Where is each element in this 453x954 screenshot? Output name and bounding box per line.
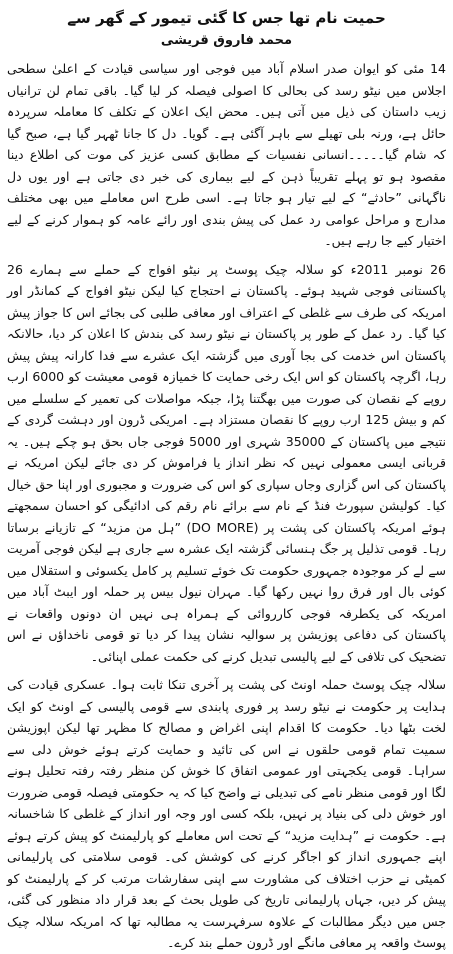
paragraph-2: 26 نومبر 2011ء کو سلالہ چیک پوسٹ پر نیٹو افواج کے حملے سے ہمارے 26 پاکستانی فوجی شہید ہوئے۔ پاکستان نے احتجاج کیا لیکن نیٹو افواج کے کمانڈر اور امریکہ کی طرف سے غلطی کے اعتراف اور معافی طلبی کی بجائے اس کا جواز پیش کیا گیا۔ رد عمل کے طور پر پاکستان نے نیٹو رسد کی بندش کا اعلان کر دیا، حالانکہ پاکستان اس خدمت کی بجا آوری میں گزشتہ ایک عشرے سے فدا کارانہ پیش پیش رہا، اگرچہ پاکستان کو اس ایک رخی حمایت کا خمیازہ قومی معیشت کو 6000 ارب روپے کے نقصان کی صورت میں بھگتنا پڑا، جبکہ مواصلات کی تعمیر کے سلسلے میں کم و بیش 125 ارب روپے کا نقصان مستزاد ہے۔ امریکی ڈرون اور دہشت گردی کے نتیجے میں پاکستان کے 35000 شہری اور 5000 فوجی جاں بحق ہو چکے ہیں۔ یہ قربانی ایسی معمولی نہیں کہ نظر انداز یا فراموش کر دی جائے لیکن امریکہ نے پاکستان کی اس گزاری وجاں سپاری کو اس کی ضرورت و مجبوری اور اپنا حق خیال کیا۔ کولیشن سپورٹ فنڈ کے نام سے برائے نام رقم کی ادائیگی کو احسان سمجھتے ہوئے امریکہ پاکستان کی پشت پر (DO MORE) ”ہل من مزید“ کے تازیانے برساتا رہا۔ قومی تذلیل پر جگ ہنسائی گزشتہ ایک عشرہ سے جاری ہے لیکن فوجی آمریت سے لے کر موجودہ جمہوری حکومت تک خوئے تسلیم پر کامل یکسوئی و استقلال میں کوئی بال اور فرق روا نہیں رکھا گیا۔ مہران نیول بیس پر حملہ اور ایبٹ آباد میں امریکہ کی یکطرفہ فوجی کارروائی کے ہمراہ ہی نہیں ان دونوں واقعات نے پاکستان کی دفاعی پوزیشن پر سوالیہ نشان پیدا کر دیا تو قومی ناخداؤں نے اس تضحیک کی تلافی کے لیے پالیسی تبدیل کرنے کی حکمت عملی اپنائی۔	[7, 261, 447, 664]
paragraph-3: سلالہ چیک پوسٹ حملہ اونٹ کی پشت پر آخری تنکا ثابت ہوا۔ عسکری قیادت کی ہدایت پر حکومت نے نیٹو رسد پر فوری پابندی سے قومی پالیسی کے اونٹ کو ایک لخت بٹھا دیا۔ حکومت کا اقدام اپنی اغراض و مصالح کا مظہر تھا لیکن اپوزیشن سمیت تمام قومی حلقوں نے اس کی تائید و حمایت کرتے ہوئے خوش دلی سے سراہا۔ قومی یکجہتی اور عمومی اتفاق کا خوش کن منظر رفتہ رفتہ تحلیل ہونے لگا اور قومی منظر نامے کی تبدیلی نے واضح کیا کہ یہ حکومتی فیصلہ قومی ضرورت اور خوش دلی کی بنیاد پر نہیں، بلکہ کسی اور وجہ اور انداز کے غلطی کا شاخسانہ ہے۔ حکومت نے ”ہدایت مزید“ کے تحت اس معاملے کو پارلیمنٹ کو پیش کرتے ہوئے اپنے جمہوری انداز کو اجاگر کرنے کی کوشش کی۔ قومی سلامتی کی پارلیمانی کمیٹی نے حزب اختلاف کی مشاورت سے اپنی سفارشات مرتب کر کے پارلیمنٹ کو پیش کر دیں، جہاں پارلیمانی تاریخ کی طویل بحث کے بعد قرار داد منظور کی گئی، جس میں دیگر مطالبات کے علاوہ سرفہرست یہ مطالبہ تھا کہ امریکہ سلالہ چیک پوسٹ واقعہ پر معافی مانگے اور ڈرون حملے بند کرے۔	[7, 677, 446, 950]
article-title: حمیت نام تھا جس کا گئی تیمور کے گھر سے	[67, 9, 386, 27]
article-author: محمد فاروق قریشی	[160, 33, 293, 48]
paragraph-1: 14 مئی کو ایوان صدر اسلام آباد میں فوجی اور سیاسی قیادت کے اعلیٰ سطحی اجلاس میں نیٹو رسد کی بحالی کا اصولی فیصلہ کر لیا گیا۔ باقی تمام لن ترانیاں زیب داستان کی ذیل میں آتی ہیں۔ محض ایک اعلان کے تکلف کا معاملہ سرپردہ حائل ہے، ورنہ بلی تھیلے سے باہر آگئی ہے۔ گویا۔ دل کا جانا ٹھہر گیا ہے، صبح گیا کہ شام گیا۔۔۔۔۔انسانی نفسیات کے مطابق کسی عزیز کی موت کی اطلاع دینا مقصود ہو تو پہلے تقریباً ذہن کے لیے بیماری کی خبر دی جاتی ہے اور یوں دل ناگہانی ”حادثے“ کے لیے تیار ہو جاتا ہے۔ اسی طرح اس معاملے میں بھی مختلف مدارج و مراحل عوامی رد عمل کی پیش بندی اور رائے عامہ کو ہموار کرنے کے لیے اختیار کیے جا رہے ہیں۔	[7, 61, 446, 248]
